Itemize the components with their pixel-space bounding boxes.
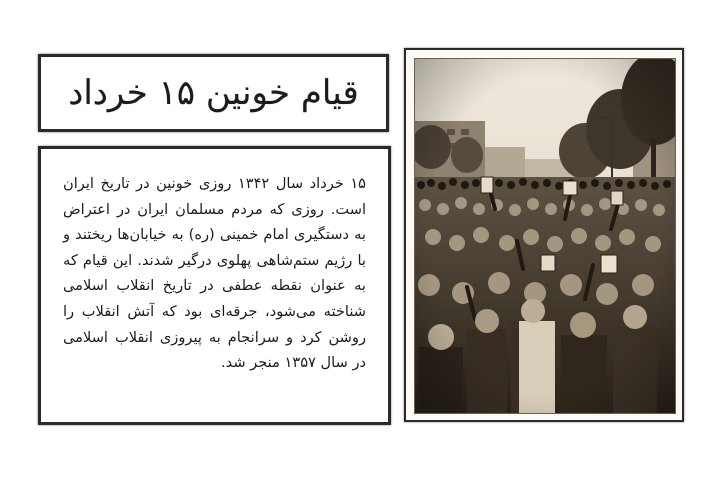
description-card — [38, 146, 391, 425]
title-card — [38, 54, 389, 132]
photo-frame — [404, 48, 684, 422]
crowd-protest-photo — [414, 58, 676, 414]
page-title: قیام خونین ۱۵ خرداد — [68, 73, 359, 113]
description-text: ۱۵ خرداد سال ۱۳۴۲ روزی خونین در تاریخ ایران است. روزی که مردم مسلمان ایران در اعتراض به دستگیری امام خمینی (ره) به خیابان‌ها ریختند و با رژیم ستم‌شاهی پهلوی درگیر شدند. این قیام که به عنوان نقطه عطفی در تاریخ انقلاب اسلامی شناخته می‌شود، جرقه‌ای بود که آتش انقلاب را روشن کرد و سرانجام به پیروزی انقلاب اسلامی در سال ۱۳۵۷ منجر شد. — [63, 175, 366, 372]
